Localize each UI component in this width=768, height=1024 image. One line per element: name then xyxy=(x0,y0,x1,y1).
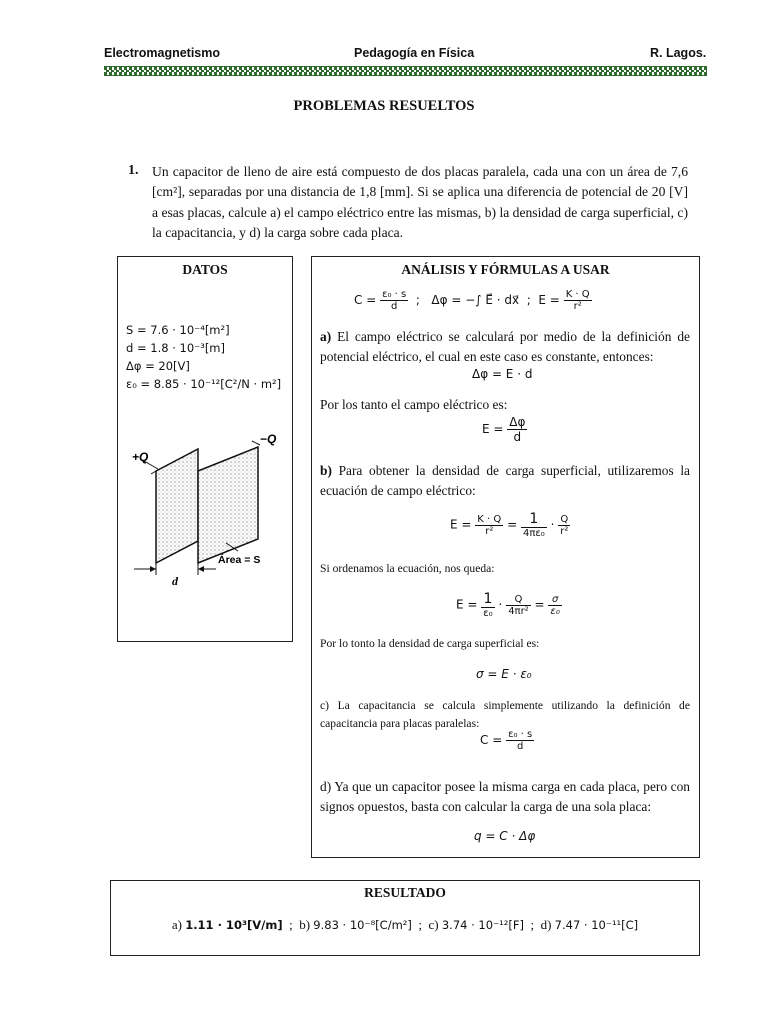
analisis-heading: ANÁLISIS Y FÓRMULAS A USAR xyxy=(401,262,610,277)
resultado-heading: RESULTADO xyxy=(364,885,446,900)
formula-sep1: ; xyxy=(415,293,420,307)
formula-c-num: ε₀ · s xyxy=(382,289,407,300)
result-sep1: ; xyxy=(289,917,293,932)
page-title: PROBLEMAS RESUELTOS xyxy=(293,98,475,114)
result-b-value: 9.83 · 10⁻⁸[C/m²] xyxy=(313,918,412,932)
part-b-eq-f1-num: K · Q xyxy=(477,513,502,525)
capacitor-plate-positive xyxy=(156,449,198,563)
part-b-eq-f3-den: r² xyxy=(560,525,569,537)
part-a-eq2-num: Δφ xyxy=(509,415,526,429)
part-b-eq2-f2 xyxy=(506,594,531,617)
formula-c-den: d xyxy=(390,301,398,312)
formula-e-den: r² xyxy=(573,301,582,312)
result-sep3: ; xyxy=(530,917,535,932)
part-a-eq2-den: d xyxy=(513,430,522,444)
datos-permittivity: ε₀ = 8.85 · 10⁻¹²[C²/N · m²] xyxy=(126,377,282,391)
part-b-eq-f1 xyxy=(475,514,503,537)
resultado-line xyxy=(111,917,699,933)
result-d-label: d) xyxy=(540,917,552,932)
part-c-eq-num: ε₀ · s xyxy=(508,729,533,740)
label-plus-q: +Q xyxy=(132,450,149,464)
part-a-eq2-lhs: E = xyxy=(482,422,504,436)
part-d-equation: q = C · Δφ xyxy=(474,829,536,843)
part-b-text2: Si ordenamos la ecuación, nos queda: xyxy=(320,562,495,575)
datos-area: S = 7.6 · 10⁻⁴[m²] xyxy=(126,323,230,337)
result-c-label: c) xyxy=(428,917,439,932)
problem-statement: Un capacitor de lleno de aire está compuesto de dos placas paralela, cada una con un área de 7,6 [cm²], separadas por una distancia de 1,8 [mm]. Si se aplica una diferencia de potencial de 20 [V] a esas placas, calcule a) el campo eléctrico entre las mismas, b) la densidad de carga superficial, c) la capacitancia, y d) la carga sobre cada placa. xyxy=(152,164,688,240)
problem-number: 1. xyxy=(128,163,139,178)
resultado-box xyxy=(110,880,700,956)
result-c-value: 3.74 · 10⁻¹²[F] xyxy=(441,918,524,932)
part-a-eq2-fraction xyxy=(507,415,527,444)
part-b-eq2-f3-den: ε₀ xyxy=(550,605,560,617)
part-b-eq2-f3-num: σ xyxy=(548,594,561,606)
formula-e-lhs: E = xyxy=(538,293,560,307)
part-b-eq-f3 xyxy=(558,514,570,537)
part-c-text: c) La capacitancia se calcula simplemente utilizando la definición de capacitancia para placas paralelas: xyxy=(320,699,690,730)
part-d-text: d) Ya que un capacitor posee la misma carga en cada placa, pero con signos opuestos, basta con calcular la carga de una sola placa: xyxy=(320,779,690,814)
label-area: Área = S xyxy=(218,554,261,566)
part-b-label: b) xyxy=(320,463,332,478)
datos-box xyxy=(117,256,293,642)
formula-e-num: K · Q xyxy=(565,289,590,300)
result-a-label: a) xyxy=(171,917,182,932)
part-b-eq2-f1 xyxy=(481,591,494,619)
part-b-eq-f3-num: Q xyxy=(558,514,570,526)
part-a-text xyxy=(320,327,690,367)
part-a-body: El campo eléctrico se calculará por medio de la definición de potencial eléctrico, el cual en este caso es constante, entonces: xyxy=(320,329,690,364)
part-b-eq2-f3 xyxy=(548,594,561,617)
part-b-eq2-f1-den: ε₀ xyxy=(483,608,493,619)
label-minus-q: −Q xyxy=(260,432,277,446)
result-sep2: ; xyxy=(418,917,422,932)
part-b-eq-lhs: E = xyxy=(450,517,472,532)
part-c-eq-lhs: C = xyxy=(480,733,503,747)
result-d-value: 7.47 · 10⁻¹¹[C] xyxy=(554,918,639,932)
part-b-eq-f2-num: 1 xyxy=(521,511,547,528)
part-b-body: Para obtener la densidad de carga superficial, utilizaremos la ecuación de campo eléctrico: xyxy=(320,463,690,498)
formula-sep2: ; xyxy=(526,293,531,307)
formulas-line xyxy=(354,289,592,312)
part-b-eq-f2-den: 4πε₀ xyxy=(522,528,545,539)
result-b-label: b) xyxy=(299,917,311,932)
part-a-label: a) xyxy=(320,329,332,344)
analisis-box xyxy=(311,256,700,858)
part-b-eq-equals: = xyxy=(507,517,518,532)
result-a-value: 1.11 · 10³[V/m] xyxy=(185,918,283,932)
part-b-eq2-f1-num: 1 xyxy=(481,591,494,608)
datos-heading: DATOS xyxy=(182,262,228,277)
header-subject: Electromagnetismo xyxy=(104,46,221,60)
part-a-equation: Δφ = E · d xyxy=(472,367,533,381)
decorative-border xyxy=(104,66,707,76)
capacitor-plate-negative xyxy=(198,447,258,563)
part-b-eq2-equals: = xyxy=(534,597,545,612)
part-b-eq2-dot: · xyxy=(498,597,503,612)
part-b-eq-f2 xyxy=(521,511,547,539)
header-author: R. Lagos. xyxy=(650,46,707,60)
part-b-equation2 xyxy=(456,591,562,619)
part-c-eq-den: d xyxy=(516,741,524,752)
formula-e-fraction xyxy=(564,289,592,312)
part-b-text xyxy=(320,461,690,501)
part-b-equation3: σ = E · ε₀ xyxy=(476,667,532,681)
part-a-equation2 xyxy=(482,415,527,444)
header-program: Pedagogía en Física xyxy=(354,46,475,60)
part-b-text3: Por lo tonto la densidad de carga superficial es: xyxy=(320,637,540,650)
formula-phi: Δφ = −∫ E⃗ · dx⃗ xyxy=(431,293,520,307)
part-b-eq-dot: · xyxy=(550,517,555,532)
part-b-equation xyxy=(450,511,570,539)
label-d: d xyxy=(172,574,178,588)
part-a-text2: Por los tanto el campo eléctrico es: xyxy=(320,397,508,412)
datos-distance: d = 1.8 · 10⁻³[m] xyxy=(126,341,225,355)
datos-potential: Δφ = 20[V] xyxy=(126,359,190,373)
part-b-eq2-f2-num: Q xyxy=(506,594,531,606)
part-b-eq-f1-den: r² xyxy=(485,525,494,537)
capacitor-diagram xyxy=(126,429,286,594)
part-c-eq-fraction xyxy=(506,729,534,752)
part-b-eq2-lhs: E = xyxy=(456,597,478,612)
part-b-eq2-f2-den: 4πr² xyxy=(508,605,529,617)
part-c-equation xyxy=(480,729,534,752)
formula-c-lhs: C = xyxy=(354,293,377,307)
formula-c-fraction xyxy=(380,289,408,312)
